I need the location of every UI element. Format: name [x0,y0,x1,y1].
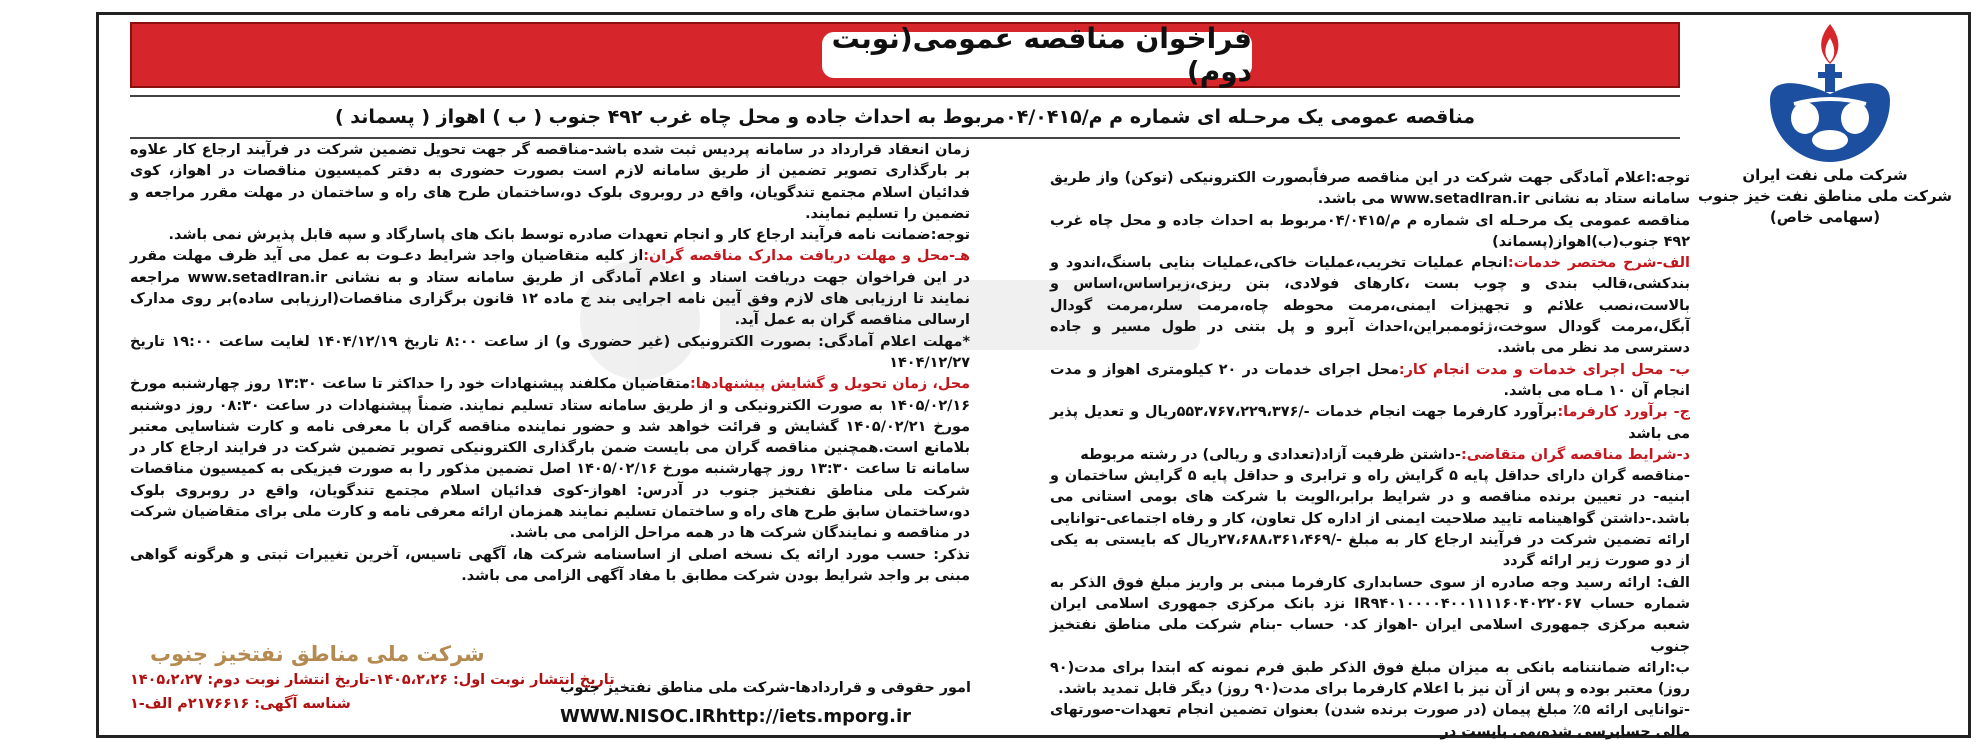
guarantee-paragraph: ب:ارائه ضمانتنامه بانکی به میزان مبلغ فوق الذکر طبق فرم نمونه که ابتدا برای مدت(۹۰ روز) معتبر بوده و پس از آن نیز با اعلام کارفرما برای مدت(۹۰ روز) دیگر قابل تمدید باشد. [1050,659,1690,698]
performance-paragraph: -توانایی ارائه ۵٪ مبلغ پیمان (در صورت برنده شدن) بعنوان تضمین انجام تعهدات-صورتهای مالی حسابرسی شده،می بایست در [1050,702,1690,740]
logo-caption-line2: شرکت ملی مناطق نفت خیز جنوب [1697,187,1953,205]
location-paragraph [1050,360,1690,403]
conditions-text: -داشتن ظرفیت آزاد(تعدادی و ریالی) در رشته مربوطه [1080,446,1461,463]
estimate-label: ج- برآورد کارفرما: [1557,404,1690,421]
logo-caption-line1: شرکت ملی نفت ایران [1742,166,1908,184]
right-column [1050,168,1691,740]
logo-caption-line3: (سهامی خاص) [1769,208,1881,226]
contract-paragraph: زمان انعقاد قرارداد در سامانه پردیس ثبت شده باشد-مناقصه گر جهت تحویل تضمین شرکت در فرآیند ارجاع کار علاوه بر بارگذاری تصویر تضمین از طریق سامانه لازم است بصورت حضوری به دفتر کمیسیون مناقصات در اهواز، کوی فدائیان اسلام مجتمع تندگویان، واقع در روبروی بلوک دو،ساختمان طرح های راه و ساختمان در مهلت مقرر مراجعه و تضمین را تسلیم نمایند. [130,142,970,222]
deadline-paragraph: *مهلت اعلام آمادگی: بصورت الکترونیکی (غیر حضوری و) از ساعت ۸:۰۰ تاریخ ۱۴۰۴/۱۲/۱۹ لغایت ساعت ۱۹:۰۰ تاریخ ۱۴۰۴/۱۲/۲۷ [130,333,970,371]
publication-dates: تاریخ انتشار نوبت اول: ۱۴۰۵،۲،۲۶-تاریخ انتشار نوبت دوم: ۱۴۰۵،۲،۲۷ [130,672,615,688]
electronic-notice: توجه:اعلام آمادگی جهت شرکت در این مناقصه صرفاًبصورت الکترونیکی (توکن) واز طریق سامانه ستاد به نشانی www.setadIran.ir می باشد. [1050,170,1690,208]
nioc-logo [1710,20,1950,270]
tender-subtitle: مناقصه عمومی یک مرحـله ای شماره م م/۰۴/۰۴۱۵مربوط به احداث جاده و محل چاه غرب ۴۹۲ جنوب ( ب ) اهواز ( پسماند ) [130,95,1680,139]
reminder-paragraph: تذکر: حسب مورد ارائه یک نسخه اصلی از اساسنامه شرکت ها، آگهی تاسیس، آخرین تغییرات ثبتی و هرگونه گواهی مبنی بر واجد شرایط بودن شرکت مطابق با مفاد آگهی الزامی می باشد. [130,546,970,584]
documents-paragraph [130,246,970,331]
qualification-paragraph: -مناقصه گران دارای حداقل پایه ۵ گرایش راه و ترابری و حداقل پایه ۵ گرایش ساختمان و ابنیه- در تعیین برنده مناقصه و در شرایط برابر،الویت با شرکت های بومی استانی می باشد.-داشتن گواهینامه تایید صلاحیت ایمنی از اداره کل تعاون، کار و رفاه اجتماعی-توانایی ارائه تضمین شرکت در فرآیند ارجاع کار به مبلغ -/۲۷،۶۸۸،۳۶۱،۴۶۹ریال که بایستی به یکی از دو صورت زیر ارائه گردد [1050,468,1691,570]
conditions-paragraph [1050,445,1690,466]
receipt-paragraph: الف: ارائه رسید وجه صادره از سوی حسابداری کارفرما مبنی بر واریز مبلغ فوق الذکر به شماره حساب IR۹۴۰۱۰۰۰۰۴۰۰۱۱۱۱۶۰۴۰۲۲۰۶۷ نزد بانک مرکزی جمهوری اسلامی ایران شعبه مرکزی جمهوری اسلامی ایران -اهواز کد۰ حساب -بنام شرکت ملی مناطق نفتخیز جنوب [1050,574,1690,655]
contracts-office: امور حقوقی و قراردادها-شرکت ملی مناطق نفتخیز جنوب [560,680,971,696]
submission-paragraph [130,374,970,544]
conditions-label: د-شرایط مناقصه گران متقاضی: [1460,446,1690,463]
submission-label: محل، زمان تحویل و گشایش پیشنهادها: [690,376,970,393]
website-links[interactable]: WWW.NISOC.IRhttp://iets.mporg.ir [560,706,912,727]
location-label: ب- محل اجرای خدمات و مدت انجام کار: [1398,361,1690,378]
documents-text: از کلیه متقاضیان واجد شرایط دعـوت به عمل می آید ظرف مهلت مقرر در این فراخوان جهت دریافت اسناد و اعلام آمادگی از طریق سامانه ستاد و به نشانی www.setadIran.ir مراجعه نمایند تا ارزیابی های لازم وفق آیین نامه اجرایی بند ج ماده ۱۲ قانون برگزاری مناقصات(ارزیابی ساده)بر روی مدارک ارسالی مناقصه گران به عمل آید. [130,248,970,329]
submission-text: متقاضیان مکلفند پیشنهادات خود را حداکثر تا ساعت ۱۳:۳۰ روز چهارشنبه مورخ ۱۴۰۵/۰۲/۱۶ به صورت الکترونیکی و از طریق سامانه ستاد تسلیم نمایند. ضمناً پیشنهادات در ساعت ۰۸:۳۰ روز دوشنبه مورخ ۱۴۰۵/۰۲/۲۱ گشایش و قرائت خواهد شد و حضور نماینده مناقصه گران با معرفی نامه و کارت شناسایی معتبر بلامانع است.همچنین مناقصه گران می بایست ضمن بارگذاری الکترونیکی تصویر تضمین شرکت در فرایند ارجاع کار در سامانه تا ساعت ۱۳:۳۰ روز چهارشنبه مورخ ۱۴۰۵/۰۲/۱۶ اصل تضمین مذکور را به صورت فیزیکی به کمیسیون مناقصات شرکت ملی مناطق نفتخیز جنوب در آدرس: اهواز-کوی فدائیان اسلام مجتمع تندگویان، واقع در روبروی بلوک دو،ساختمان سابق طرح های راه و ساختمان تسلیم نمایند همزمان ارائه معرفی نامه و کارت ملی برای متقاضیان شرکت در مناقصه و نمایندگان شرکت ها در همه مراحل الزامی می باشد. [130,376,970,542]
scope-text: انجام عملیات تخریب،عملیات خاکی،عملیات بنایی باسنگ،اندود و بندکشی،قالب بندی و چوب بست ،کارهای فولادی، بتن ریزی،زیراساس،اساس و بالاست،نصب علائم و تجهیزات ایمنی،مرمت محوطه چاه،مرمت سلر،مرمت گودال آبگل،مرمت گودال سوخت،ژئوممبراین،احداث آبرو و پل بتنی در طول مسیر و جاده دسترسی مد نظر می باشد. [1050,255,1690,357]
documents-label: هـ-محل و مهلت دریافت مدارک مناقصه گران: [643,248,970,265]
tender-reference: مناقصه عمومی یک مرحـله ای شماره م م/۰۴/۰۴۱۵مربوط به احداث جاده و محل چاه غرب ۴۹۲ جنوب(ب)اهواز(پسماند) [1050,212,1690,250]
page-title: فراخوان مناقصه عمومی(نوبت دوم) [831,22,1252,88]
scope-label: الف-شرح مختصر خدمات: [1507,255,1690,272]
estimate-text: برآورد کارفرما جهت انجام خدمات -/۵۵۳،۷۶۷،۲۲۹،۳۷۶ریال و تعدیل پذیر می باشد [1050,404,1690,442]
estimate-paragraph [1050,402,1690,445]
bank-note: توجه:ضمانت نامه فرآیند ارجاع کار و انجام تعهدات صادره توسط بانک های پاسارگاد و سپه قابل پذیرش نمی باشد. [168,227,970,244]
flame-logo-icon [1710,20,1950,170]
notice-id: شناسه آگهی: ۲۱۷۶۶۱۶م الف-۱ [130,696,351,712]
title-box [822,22,1252,88]
scope-paragraph [1050,253,1690,359]
logo-caption [1690,165,1960,228]
title-banner [130,22,1680,88]
location-text: محل اجرای خدمات در ۲۰ کیلومتری اهواز و مدت انجام آن ۱۰ مـاه می باشد. [1050,361,1690,399]
footer-org-name: شرکت ملی مناطق نفتخیز جنوب [150,642,485,666]
